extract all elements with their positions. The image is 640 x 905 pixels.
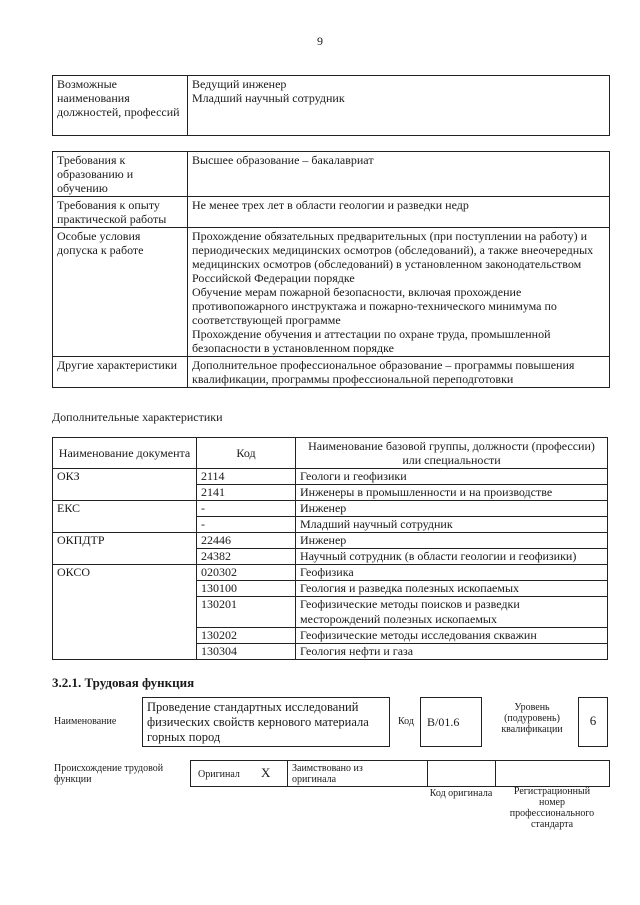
title-cell: Научный сотрудник (в области геологии и геофизики) (296, 549, 608, 565)
code-cell: 22446 (197, 533, 296, 549)
title-cell: Геофизические методы исследования скважин (296, 628, 608, 644)
code-box (420, 697, 482, 747)
code-cell: - (197, 517, 296, 533)
req-label: Требования к опыту практической работы (53, 197, 188, 228)
origin-label: Происхождение трудовой функции (54, 763, 164, 785)
requirements-table (52, 151, 610, 388)
column-header: Наименование документа (53, 438, 197, 469)
title-cell: Геофизика (296, 565, 608, 581)
reg-number-label: Регистрационный номер профессионального стандарта (509, 786, 595, 830)
origin-row (190, 760, 610, 787)
title-cell: Геофизические методы поисков и разведки месторождений полезных ископаемых (296, 597, 608, 628)
positions-label: Возможные наименования должностей, профессий (53, 76, 188, 136)
req-label: Особые условия допуска к работе (53, 228, 188, 357)
title-cell: Инженеры в промышленности и на производстве (296, 485, 608, 501)
req-label: Требования к образованию и обучению (53, 152, 188, 197)
title-cell: Младший научный сотрудник (296, 517, 608, 533)
req-value: Не менее трех лет в области геологии и разведки недр (188, 197, 610, 228)
table-row (53, 501, 608, 517)
level-box (578, 697, 608, 747)
title-cell: Инженер (296, 533, 608, 549)
additional-caption: Дополнительные характеристики (52, 410, 223, 424)
function-name-box (142, 697, 390, 747)
code-cell: 130201 (197, 597, 296, 628)
code-cell: 020302 (197, 565, 296, 581)
code-cell: 2114 (197, 469, 296, 485)
code-label: Код (398, 716, 414, 727)
classifiers-table (52, 437, 608, 660)
req-line: Прохождение обязательных предварительных (при поступлении на работу) и периодических медицинских осмотров (обследований), а также внеочередных медицинских осмотров (обследований) в установленном законодательством Российской Федерации порядке (192, 229, 594, 285)
position-item: Младший научный сотрудник (192, 91, 345, 105)
doc-name: ОКСО (53, 565, 197, 660)
page-number: 9 (317, 34, 323, 48)
origin-code-label: Код оригинала (429, 788, 493, 799)
name-label: Наименование (54, 716, 117, 727)
req-line: Обучение мерам пожарной безопасности, включая прохождение противопожарного инструктажа и пожарно-технического минимума по соответствующей программе (192, 285, 557, 327)
divider (495, 761, 496, 787)
title-cell: Инженер (296, 501, 608, 517)
code-cell: - (197, 501, 296, 517)
level-label: Уровень (подуровень) квалификации (501, 702, 563, 735)
req-value: Высшее образование – бакалавриат (188, 152, 610, 197)
function-title: 3.2.1. Трудовая функция (52, 675, 195, 690)
original-label: Оригинал (198, 769, 240, 780)
table-row (53, 357, 610, 388)
code-cell: 130304 (197, 644, 296, 660)
doc-name: ЕКС (53, 501, 197, 533)
req-label: Другие характеристики (53, 357, 188, 388)
title-cell: Геологи и геофизики (296, 469, 608, 485)
table-row (53, 197, 610, 228)
code-cell: 130202 (197, 628, 296, 644)
code-cell: 130100 (197, 581, 296, 597)
table-row (53, 469, 608, 485)
positions-table (52, 75, 610, 136)
original-mark: X (261, 765, 271, 780)
table-header-row (53, 438, 608, 469)
function-name-value: Проведение стандартных исследований физических свойств кернового материала горных пород (147, 700, 369, 744)
code-cell: 2141 (197, 485, 296, 501)
code-value: B/01.6 (427, 715, 460, 729)
title-cell: Геология и разведка полезных ископаемых (296, 581, 608, 597)
positions-values (188, 76, 610, 136)
level-value: 6 (589, 713, 597, 728)
position-item: Ведущий инженер (192, 77, 287, 91)
table-row (53, 76, 610, 136)
code-cell: 24382 (197, 549, 296, 565)
req-line: Прохождение обучения и аттестации по охране труда, промышленной безопасности в установленном порядке (192, 327, 551, 355)
doc-name: ОКПДТР (53, 533, 197, 565)
divider (427, 761, 428, 787)
table-row (53, 533, 608, 549)
doc-name: ОКЗ (53, 469, 197, 501)
table-row (53, 565, 608, 581)
table-row (53, 228, 610, 357)
req-value (188, 228, 610, 357)
divider (287, 761, 288, 787)
table-row (53, 152, 610, 197)
title-cell: Геология нефти и газа (296, 644, 608, 660)
column-header: Код (197, 438, 296, 469)
column-header: Наименование базовой группы, должности (профессии) или специальности (296, 438, 608, 469)
borrowed-label: Заимствовано из оригинала (292, 763, 363, 785)
req-value: Дополнительное профессиональное образование – программы повышения квалификации, программы профессиональной переподготовки (188, 357, 610, 388)
